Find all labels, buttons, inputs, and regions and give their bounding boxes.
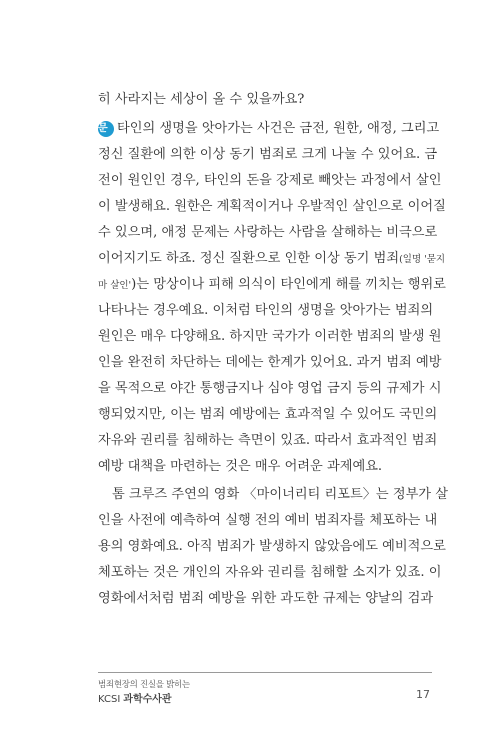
text-line: 인을 사전에 예측하여 실행 전의 예비 범죄자를 체포하는 내 xyxy=(98,513,438,528)
text-line: 수 있으며, 애정 문제는 사랑하는 사람을 살해하는 비극으로 xyxy=(98,225,438,240)
text-line: 인을 완전히 차단하는 데에는 한계가 있어요. 과거 범죄 예방 xyxy=(98,355,442,370)
text-span: )는 망상이나 피해 의식이 타인에게 해를 끼치는 행위로 xyxy=(131,277,446,292)
text-line xyxy=(98,275,446,296)
text-line: 을 목적으로 야간 통행금지나 심야 영업 금지 등의 규제가 시 xyxy=(98,381,442,396)
paragraph-first-line: 톰 크루즈 주연의 영화 〈마이너리티 리포트〉는 정부가 살 xyxy=(112,487,448,502)
text-line: 정신 질환에 의한 이상 동기 범죄로 크게 나눌 수 있어요. 금 xyxy=(98,147,438,162)
footer-title-text: 과학수사관 xyxy=(123,694,172,705)
text-line: 나타나는 경우예요. 이처럼 타인의 생명을 앗아가는 범죄의 xyxy=(98,303,434,318)
text-line: 자유와 권리를 침해하는 측면이 있죠. 따라서 효과적인 범죄 xyxy=(98,433,438,448)
footer-book-title xyxy=(98,690,172,705)
text-span: 이어지기도 하죠. 정신 질환으로 인한 이상 동기 범죄 xyxy=(98,251,400,266)
footer-brand: KCSI xyxy=(98,694,121,705)
text-line xyxy=(98,249,446,270)
text-line: 원인은 매우 다양해요. 하지만 국가가 이러한 범죄의 발생 원 xyxy=(98,329,442,344)
text-line: 영화에서처럼 범죄 예방을 위한 과도한 규제는 양날의 검과 xyxy=(98,591,434,606)
text-span: 타인의 생명을 앗아가는 사건은 금전, 원한, 애정, 그리고 xyxy=(117,121,440,136)
footer-subtitle: 범죄현장의 진실을 밝히는 xyxy=(98,680,190,690)
text-line: 용의 영화예요. 아직 범죄가 발생하지 않았음에도 예비적으로 xyxy=(98,539,446,554)
text-line: 전이 원인인 경우, 타인의 돈을 강제로 빼앗는 과정에서 살인 xyxy=(98,173,442,188)
text-line: 예방 대책을 마련하는 것은 매우 어려운 과제예요. xyxy=(98,459,383,474)
text-line: 히 사라지는 세상이 올 수 있을까요? xyxy=(98,92,305,107)
text-line: 체포하는 것은 개인의 자유와 권리를 침해할 소지가 있죠. 이 xyxy=(98,565,442,580)
small-note: (일명 '묻지 xyxy=(399,254,446,265)
answer-badge: 문 xyxy=(98,121,114,137)
text-line: 이 발생해요. 원한은 계획적이거나 우발적인 살인으로 이어질 xyxy=(98,199,446,214)
footer-divider xyxy=(98,672,432,673)
answer-paragraph-first-line xyxy=(98,119,440,139)
page-number: 17 xyxy=(416,688,430,701)
text-line: 행되었지만, 이는 범죄 예방에는 효과적일 수 있어도 국민의 xyxy=(98,407,438,422)
small-note: 마 살인' xyxy=(98,280,132,291)
